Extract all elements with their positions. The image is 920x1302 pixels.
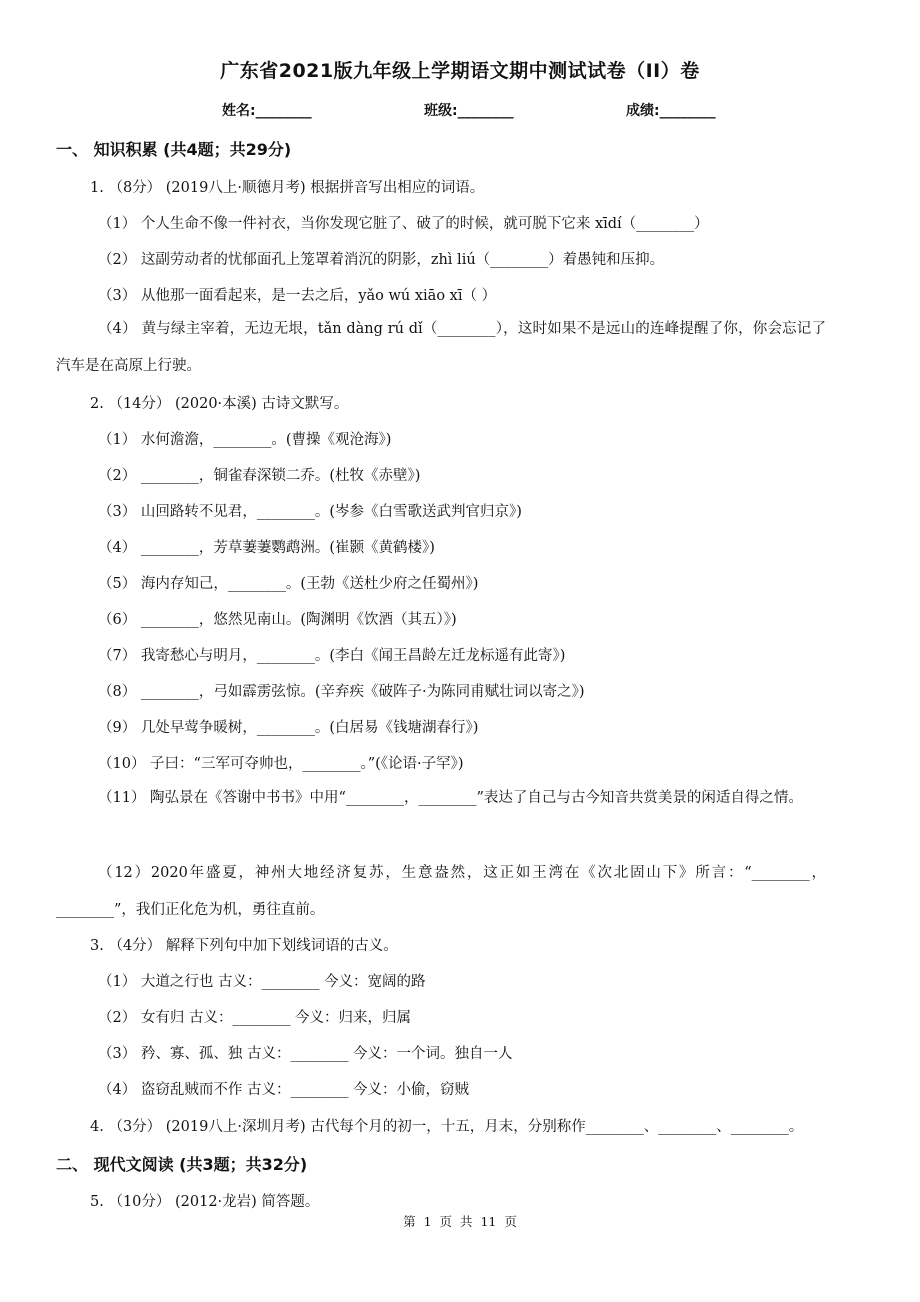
q3-item-1: （1） 大道之行也 古义：________ 今义：宽阔的路 — [98, 974, 426, 990]
q2-item-3: （3） 山回路转不见君，________。(岑参《白雪歌送武判官归京》) — [98, 504, 522, 520]
question-3: 3. （4分） 解释下列句中加下划线词语的古义。 — [90, 938, 398, 954]
page-footer: 第 1 页 共 11 页 — [403, 1214, 517, 1229]
q2-item-7: （7） 我寄愁心与明月，________。(李白《闻王昌龄左迁龙标遥有此寄》) — [98, 648, 566, 664]
class-field: 班级:________ — [424, 103, 514, 119]
q2-item-5: （5） 海内存知己，________。(王勃《送杜少府之任蜀州》) — [98, 576, 479, 592]
q3-item-4: （4） 盗窃乱贼而不作 古义：________ 今义：小偷，窃贼 — [98, 1082, 470, 1098]
q1-item-1: （1） 个人生命不像一件衬衣，当你发现它脏了、破了的时候，就可脱下它来 xīdí（________） — [98, 216, 709, 232]
q2-item-9: （9） 几处早莺争暖树，________。(白居易《钱塘湖春行》) — [98, 720, 479, 736]
score-field: 成绩:________ — [626, 103, 716, 119]
section-heading-2: 二、 现代文阅读 (共3题；共32分) — [56, 1155, 308, 1174]
q2-item-12: （12）2020年盛夏，神州大地经济复苏，生意盎然，这正如王湾在《次北固山下》所言：“________，________”，我们正化危为机，勇往直前。 — [56, 865, 826, 918]
question-1: 1. （8分） (2019八上·顺德月考) 根据拼音写出相应的词语。 — [90, 180, 485, 196]
q2-item-10: （10） 子曰：“三军可夺帅也，________。”(《论语·子罕》) — [98, 756, 464, 772]
q1-item-4: （4） 黄与绿主宰着，无边无垠，tǎn dàng rú dǐ（________），这时如果不是远山的连峰提醒了你，你会忘记了汽车是在高原上行驶。 — [56, 321, 826, 374]
q2-item-8: （8） ________，弓如霹雳弦惊。(辛弃疾《破阵子·为陈同甫赋壮词以寄之》) — [98, 684, 585, 700]
question-5: 5. （10分） (2012·龙岩) 简答题。 — [90, 1194, 320, 1210]
q1-item-3: （3） 从他那一面看起来，是一去之后，yǎo wú xiāo xī（ ） — [98, 288, 497, 304]
q2-item-2: （2） ________，铜雀春深锁二乔。(杜牧《赤壁》) — [98, 468, 421, 484]
q3-item-2: （2） 女有归 古义：________ 今义：归来，归属 — [98, 1010, 412, 1026]
q2-item-6: （6） ________，悠然见南山。(陶渊明《饮酒（其五）》) — [98, 612, 457, 628]
name-field: 姓名:________ — [222, 103, 312, 119]
question-2: 2. （14分） (2020·本溪) 古诗文默写。 — [90, 396, 349, 412]
student-info-row — [0, 100, 920, 122]
question-4: 4. （3分） (2019八上·深圳月考) 古代每个月的初一，十五，月末，分别称作________、________、________。 — [90, 1119, 804, 1135]
q3-item-3: （3） 矜、寡、孤、独 古义：________ 今义：一个词。独自一人 — [98, 1046, 513, 1062]
q1-item-2: （2） 这副劳动者的忧郁面孔上笼罩着消沉的阴影，zhì liú（________）着愚钝和压抑。 — [98, 252, 665, 268]
section-heading-1: 一、 知识积累 (共4题；共29分) — [56, 140, 292, 159]
q2-item-11: （11） 陶弘景在《答谢中书书》中用“________，________”表达了自己与古今知音共赏美景的闲适自得之情。 — [98, 790, 803, 806]
page-title: 广东省2021版九年级上学期语文期中测试试卷（II）卷 — [220, 60, 700, 82]
q2-item-4: （4） ________，芳草萋萋鹦鹉洲。(崔颢《黄鹤楼》) — [98, 540, 435, 556]
q2-item-1: （1） 水何澹澹，________。(曹操《观沧海》) — [98, 432, 392, 448]
